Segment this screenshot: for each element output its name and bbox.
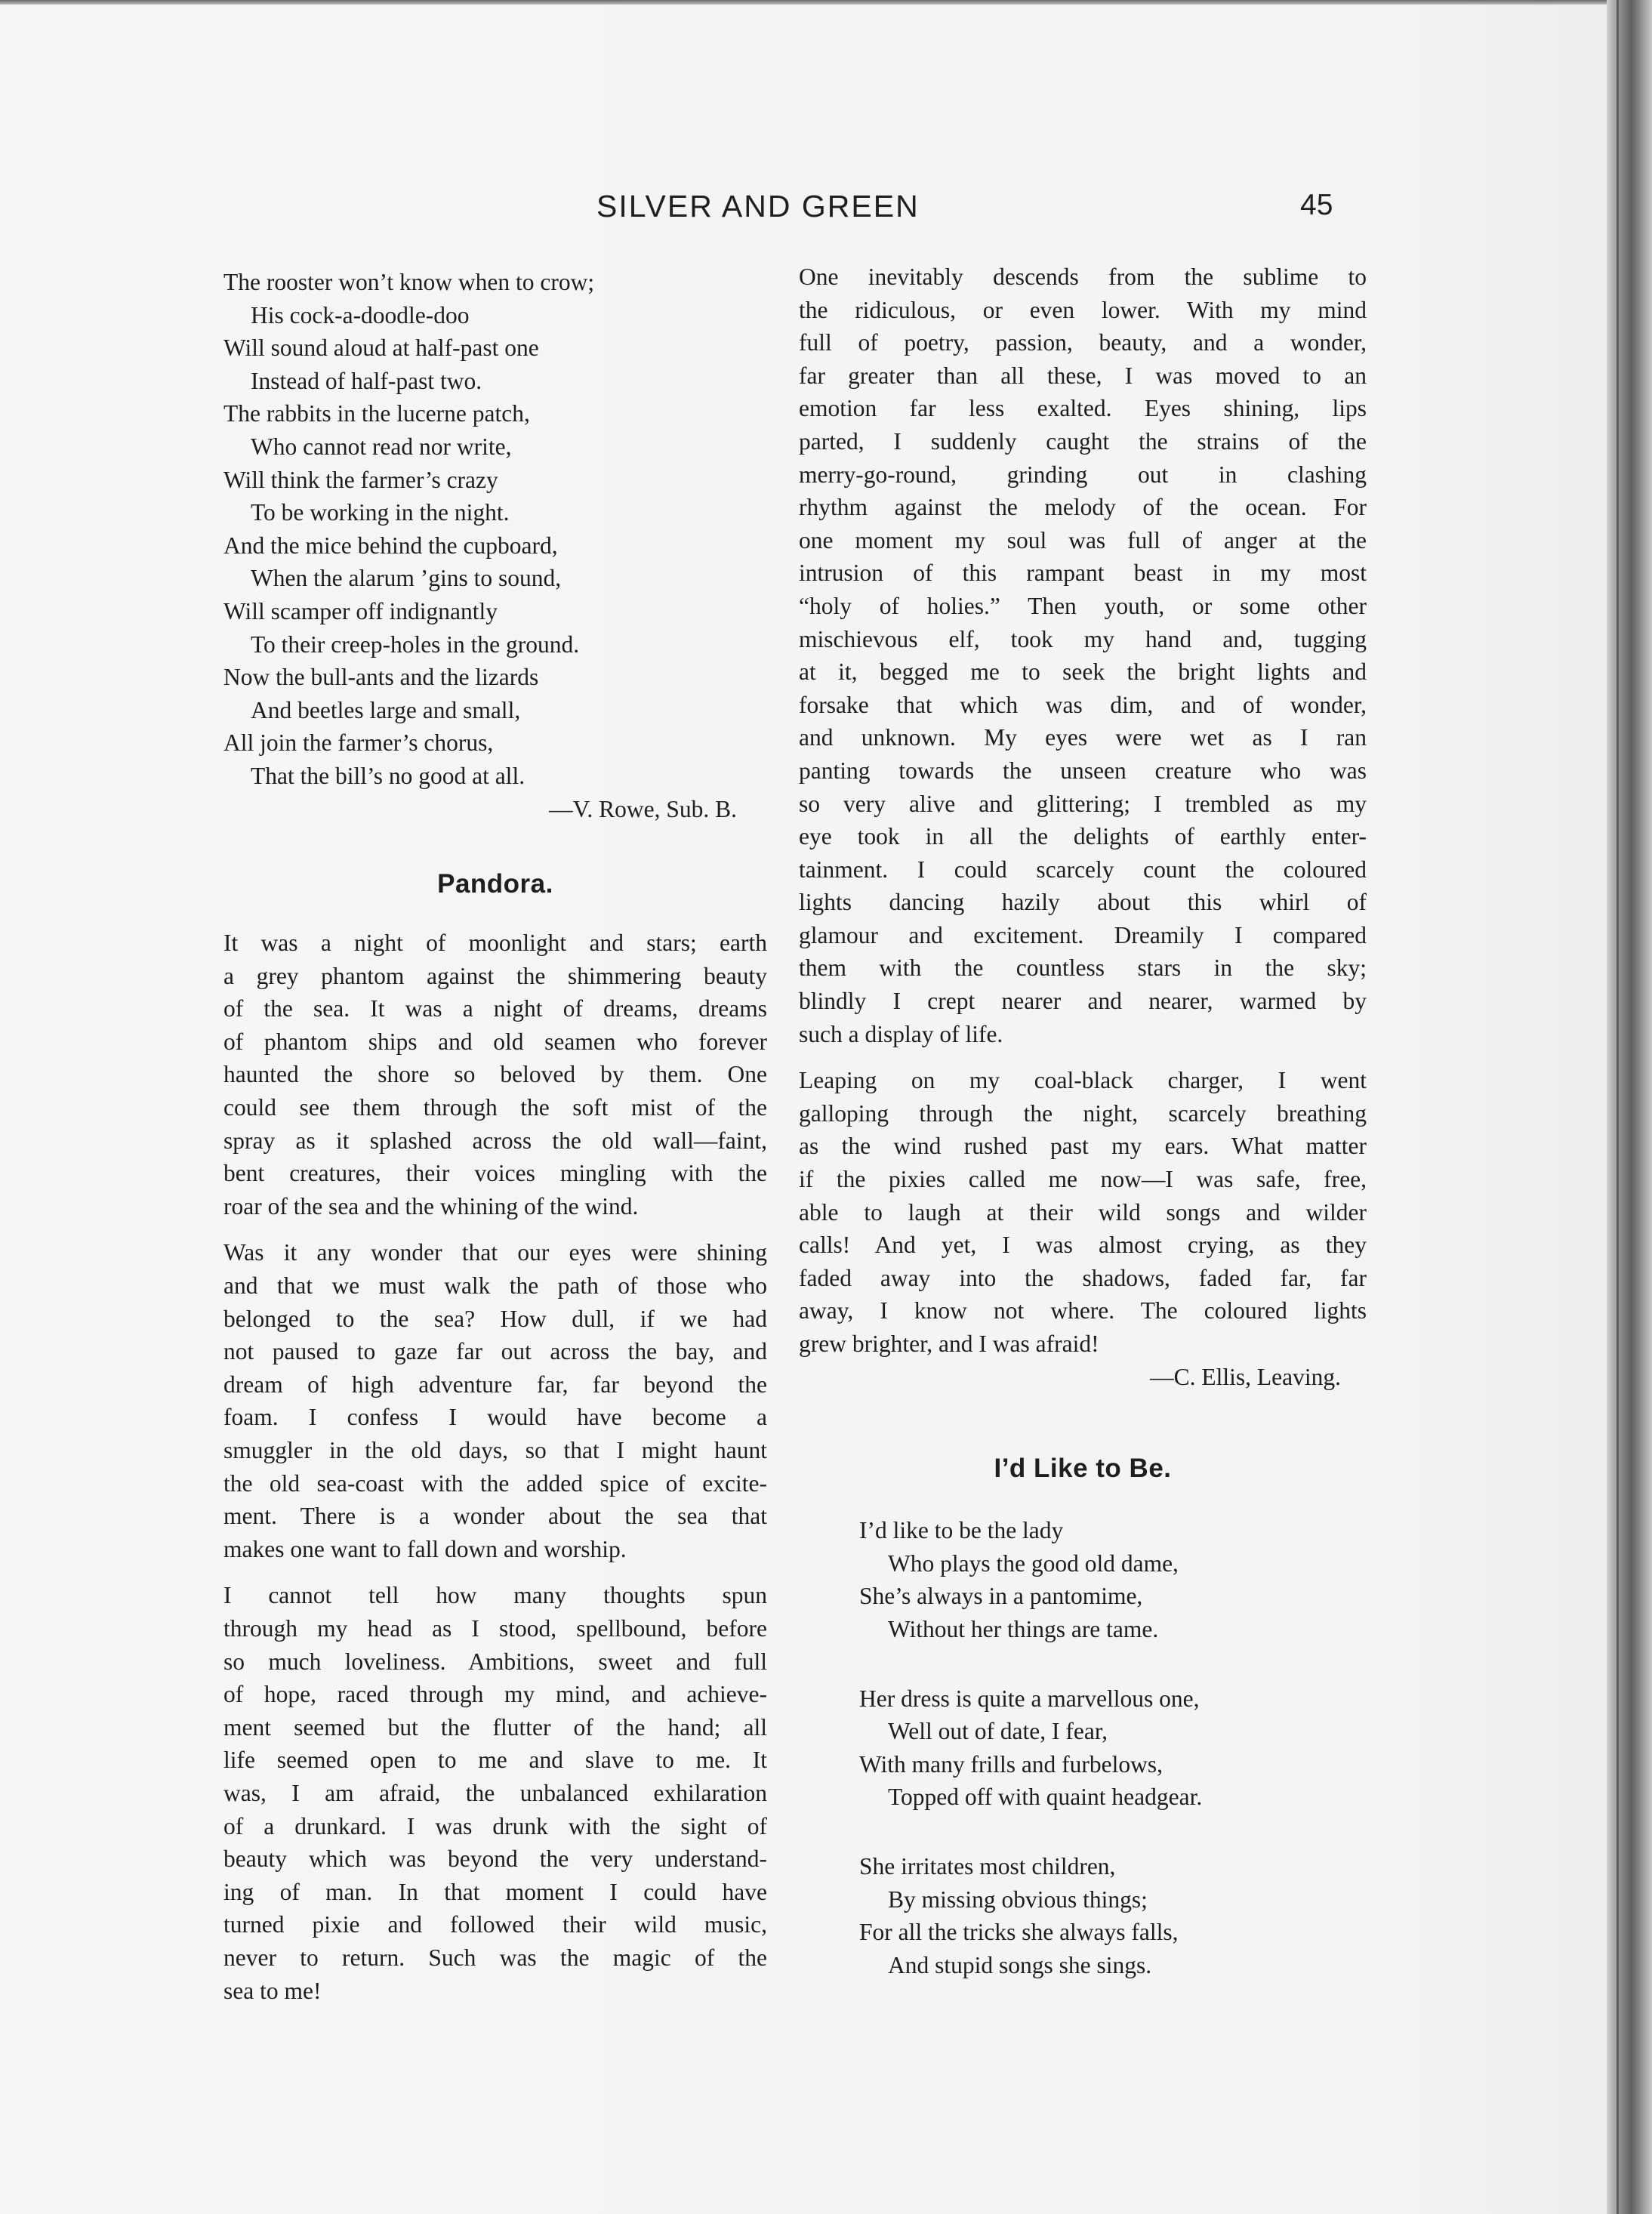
text-line: ment seemed but the flutter of the hand; all: [223, 1713, 767, 1741]
text-line: beauty which was beyond the very understand-: [223, 1846, 767, 1873]
text-line: at it, begged me to seek the bright lights and: [799, 658, 1367, 686]
farmer-poem: [223, 266, 767, 793]
text-line: never to return. Such was the magic of the: [223, 1944, 767, 1971]
poem-line: Topped off with quaint headgear.: [888, 1784, 1203, 1811]
poem-line: Will sound aloud at half-past one: [223, 335, 539, 362]
text-line: the ridiculous, or even lower. With my mind: [799, 296, 1367, 323]
poem-line: Who cannot read nor write,: [251, 433, 512, 460]
text-line: and that we must walk the path of those who: [223, 1272, 767, 1300]
stanza: [859, 1682, 1367, 1814]
poem-line: I’d like to be the lady: [859, 1517, 1064, 1544]
stanza: [859, 1850, 1367, 1981]
idlike-poem: [799, 1514, 1367, 1981]
text-line: so much loveliness. Ambitions, sweet and full: [223, 1648, 767, 1675]
text-line: Was it any wonder that our eyes were shining: [223, 1239, 767, 1266]
text-line: grew brighter, and I was afraid!: [799, 1331, 1099, 1357]
text-line: turned pixie and followed their wild music,: [223, 1911, 767, 1938]
text-line: calls! And yet, I was almost crying, as they: [799, 1232, 1367, 1259]
text-line: so very alive and glittering; I trembled as my: [799, 790, 1367, 817]
paragraph: [223, 927, 767, 1223]
text-line: foam. I confess I would have become a: [223, 1404, 767, 1431]
text-line: panting towards the unseen creature who was: [799, 757, 1367, 784]
paragraph: [799, 1064, 1367, 1360]
text-line: mischievous elf, took my hand and, tugging: [799, 625, 1367, 652]
poem-line: And beetles large and small,: [251, 696, 521, 723]
text-line: glamour and excitement. Dreamily I compared: [799, 921, 1367, 948]
text-line: able to laugh at their wild songs and wilder: [799, 1198, 1367, 1226]
text-line: forsake that which was dim, and of wonder,: [799, 691, 1367, 718]
text-line: tainment. I could scarcely count the coloured: [799, 856, 1367, 883]
text-line: “holy of holies.” Then youth, or some other: [799, 592, 1367, 619]
poem-line: Instead of half-past two.: [251, 367, 482, 394]
text-line: One inevitably descends from the sublime to: [799, 264, 1367, 290]
idlike-title: I’d Like to Be.: [994, 1454, 1172, 1484]
text-line: of hope, raced through my mind, and achieve-: [223, 1681, 767, 1708]
book-spine-line: [1617, 0, 1619, 2214]
text-line: ing of man. In that moment I could have: [223, 1878, 767, 1905]
text-line: intrusion of this rampant beast in my most: [799, 560, 1367, 587]
text-line: ment. There is a wonder about the sea that: [223, 1503, 767, 1530]
text-line: merry-go-round, grinding out in clashing: [799, 461, 1367, 488]
running-title: SILVER AND GREEN: [596, 189, 920, 224]
poem-line: To be working in the night.: [251, 499, 510, 526]
text-line: could see them through the soft mist of the: [223, 1094, 767, 1121]
poem-line: The rooster won’t know when to crow;: [223, 269, 595, 295]
text-line: galloping through the night, scarcely breathing: [799, 1099, 1367, 1127]
text-line: belonged to the sea? How dull, if we had: [223, 1305, 767, 1332]
text-line: It was a night of moonlight and stars; earth: [223, 930, 767, 957]
text-line: through my head as I stood, spellbound, before: [223, 1614, 767, 1642]
poem-line: Without her things are tame.: [888, 1615, 1159, 1642]
text-line: I cannot tell how many thoughts spun: [223, 1582, 767, 1609]
paragraph: [223, 1236, 767, 1565]
text-line: the old sea-coast with the added spice of excite-: [223, 1469, 767, 1497]
text-line: of phantom ships and old seamen who forever: [223, 1028, 767, 1055]
paragraph: [223, 1579, 767, 2007]
pandora-title: Pandora.: [437, 869, 553, 899]
poem-line: For all the tricks she always falls,: [859, 1919, 1179, 1946]
text-line: sea to me!: [223, 1977, 322, 2004]
text-line: smuggler in the old days, so that I might haunt: [223, 1437, 767, 1463]
text-line: was, I am afraid, the unbalanced exhilaration: [223, 1779, 767, 1806]
poem-line: By missing obvious things;: [888, 1886, 1148, 1913]
poem-line: That the bill’s no good at all.: [251, 762, 525, 789]
text-line: as the wind rushed past my ears. What matter: [799, 1133, 1367, 1160]
page-number: 45: [1300, 189, 1333, 221]
text-line: if the pixies called me now—I was safe, free,: [799, 1166, 1367, 1193]
poem-line: To their creep-holes in the ground.: [251, 631, 580, 658]
text-line: bent creatures, their voices mingling with the: [223, 1160, 767, 1187]
poem-line: And stupid songs she sings.: [888, 1951, 1152, 1978]
text-line: eye took in all the delights of earthly enter-: [799, 823, 1367, 850]
left-column: [223, 266, 767, 2007]
text-line: such a display of life.: [799, 1020, 1003, 1047]
right-column: [799, 261, 1367, 1981]
text-line: makes one want to fall down and worship.: [223, 1535, 627, 1562]
text-line: faded away into the shadows, faded far, far: [799, 1264, 1367, 1291]
text-line: of the sea. It was a night of dreams, dreams: [223, 995, 767, 1022]
pandora-attribution: —C. Ellis, Leaving.: [1150, 1363, 1341, 1390]
text-line: spray as it splashed across the old wall—faint,: [223, 1127, 767, 1154]
text-line: a grey phantom against the shimmering beauty: [223, 962, 767, 989]
text-line: roar of the sea and the whining of the wind.: [223, 1192, 639, 1220]
text-line: life seemed open to me and slave to me. It: [223, 1747, 767, 1774]
poem-line: His cock-a-doodle-doo: [251, 301, 470, 328]
text-line: far greater than all these, I was moved to an: [799, 362, 1367, 389]
poem-line: The rabbits in the lucerne patch,: [223, 400, 530, 427]
poem-line: Will scamper off indignantly: [223, 597, 498, 624]
poem-line: With many frills and furbelows,: [859, 1750, 1163, 1778]
poem-line: Will think the farmer’s crazy: [223, 466, 498, 493]
poem-line: She’s always in a pantomime,: [859, 1583, 1143, 1610]
paragraph: [799, 261, 1367, 1050]
text-line: full of poetry, passion, beauty, and a wonder,: [799, 329, 1367, 356]
poem-line: And the mice behind the cupboard,: [223, 532, 558, 559]
stanza-gap: [859, 1814, 1367, 1850]
poem-attribution: —V. Rowe, Sub. B.: [549, 795, 737, 822]
text-line: them with the countless stars in the sky;: [799, 954, 1367, 982]
text-line: haunted the shore so beloved by them. One: [223, 1061, 767, 1088]
text-line: of a drunkard. I was drunk with the sight of: [223, 1812, 767, 1839]
text-line: dream of high adventure far, far beyond the: [223, 1371, 767, 1398]
poem-line: She irritates most children,: [859, 1852, 1116, 1879]
poem-line: Now the bull-ants and the lizards: [223, 664, 539, 691]
poem-line: Her dress is quite a marvellous one,: [859, 1685, 1200, 1712]
stanza-gap: [859, 1646, 1367, 1682]
poem-line: Who plays the good old dame,: [888, 1549, 1179, 1577]
pandora-story-part2: [799, 261, 1367, 1361]
page-top-edge: [0, 0, 1652, 5]
pandora-story-part1: [223, 927, 767, 2007]
stanza: [859, 1514, 1367, 1645]
text-line: blindly I crept nearer and nearer, warmed by: [799, 988, 1367, 1015]
text-line: not paused to gaze far out across the bay, and: [223, 1338, 767, 1365]
book-spine-shadow: [1607, 0, 1652, 2214]
text-line: lights dancing hazily about this whirl of: [799, 889, 1367, 916]
text-line: and unknown. My eyes were wet as I ran: [799, 724, 1367, 751]
poem-line: When the alarum ’gins to sound,: [251, 565, 562, 592]
text-line: one moment my soul was full of anger at the: [799, 526, 1367, 554]
text-line: parted, I suddenly caught the strains of the: [799, 427, 1367, 455]
poem-line: Well out of date, I fear,: [888, 1718, 1108, 1745]
text-line: away, I know not where. The coloured lights: [799, 1297, 1367, 1324]
poem-line: All join the farmer’s chorus,: [223, 729, 494, 757]
text-line: Leaping on my coal-black charger, I went: [799, 1067, 1367, 1094]
text-line: emotion far less exalted. Eyes shining, lips: [799, 395, 1367, 422]
text-line: rhythm against the melody of the ocean. For: [799, 494, 1367, 521]
